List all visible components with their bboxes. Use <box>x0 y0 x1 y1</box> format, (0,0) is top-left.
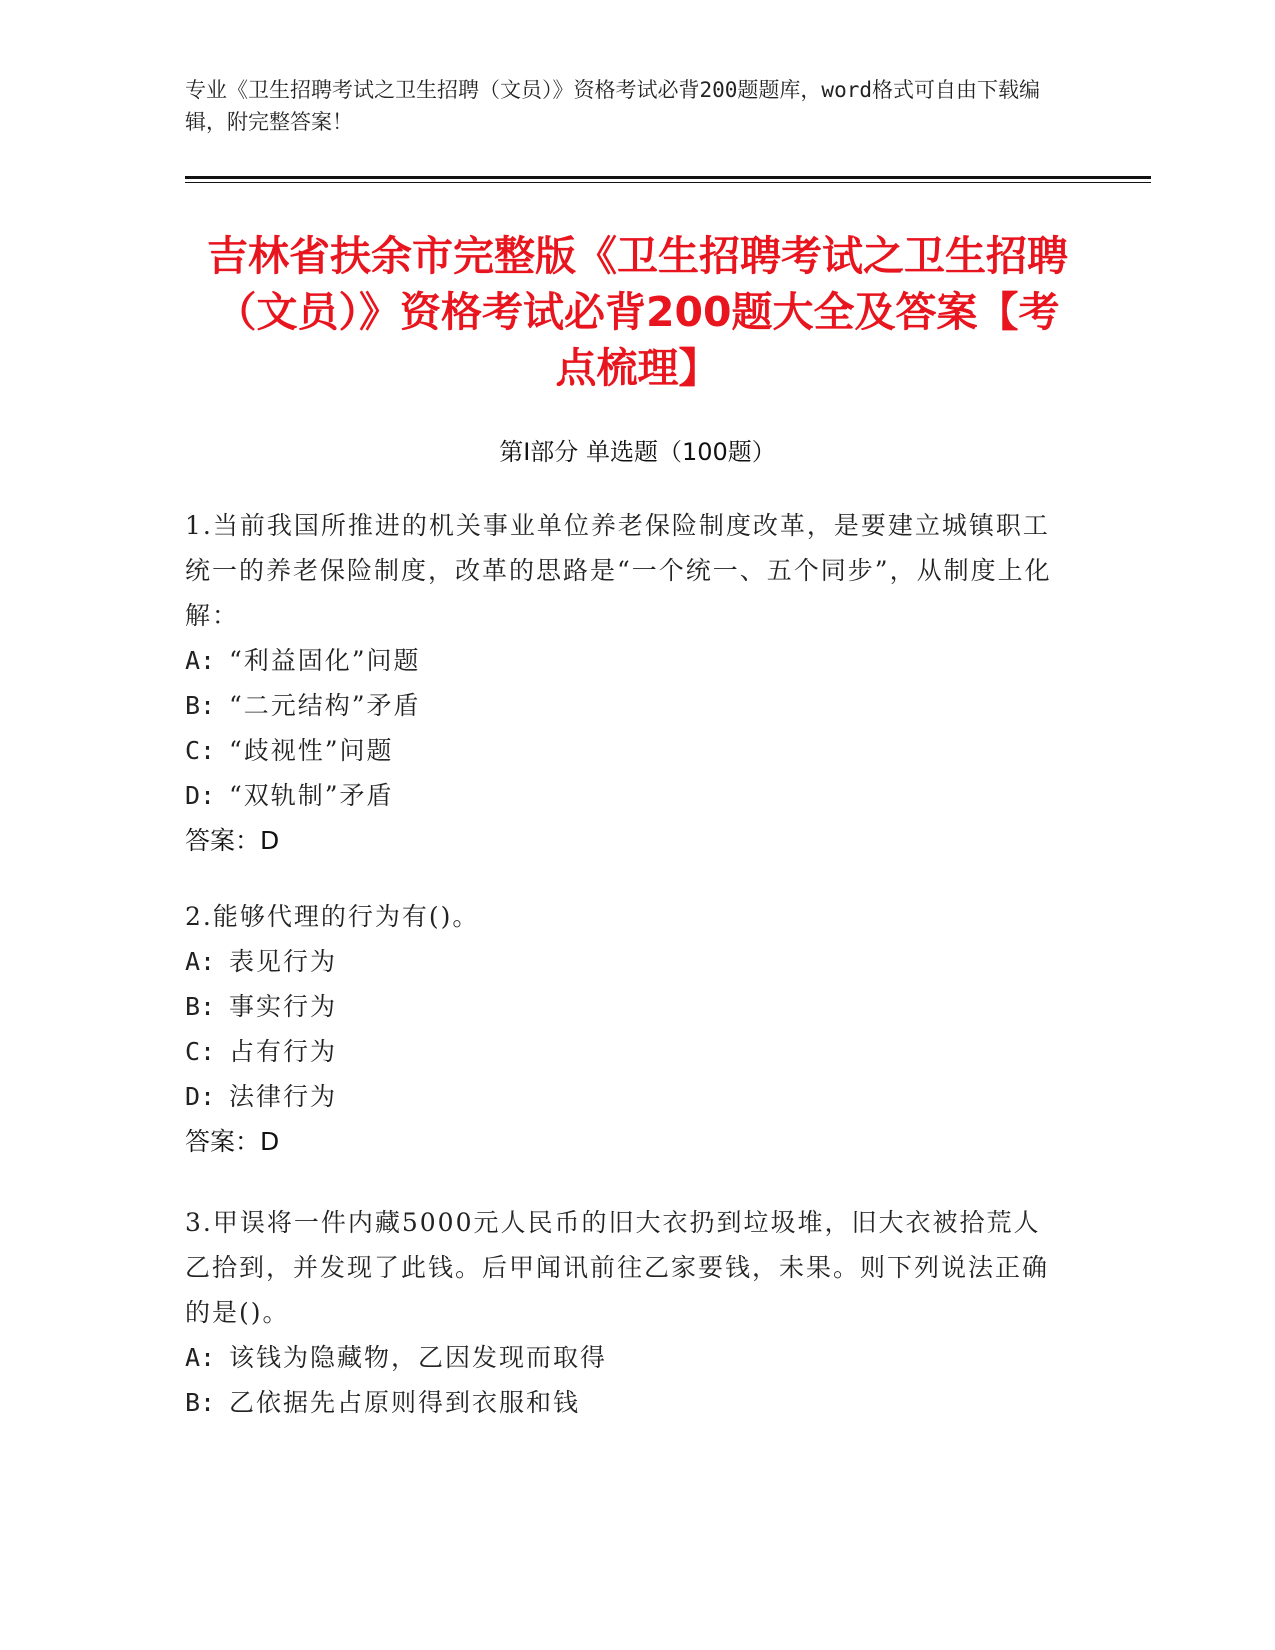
option-text: 该钱为隐藏物，乙因发现而取得 <box>229 1343 608 1372</box>
question-1 <box>185 503 1065 863</box>
option-key: D: <box>185 781 216 810</box>
question-2 <box>185 894 1065 1164</box>
option-d <box>185 1074 1065 1119</box>
option-b <box>185 984 1065 1029</box>
option-key: B: <box>185 691 216 720</box>
question-3 <box>185 1200 1065 1425</box>
option-c <box>185 728 1065 773</box>
option-text: 表见行为 <box>229 947 338 976</box>
option-text: “歧视性”问题 <box>229 736 394 765</box>
option-text: 事实行为 <box>229 992 338 1021</box>
section-title: 第Ⅰ部分 单选题（100题） <box>499 438 776 466</box>
option-a <box>185 638 1065 683</box>
question-stem: 2.能够代理的行为有()。 <box>185 902 480 931</box>
option-text: “利益固化”问题 <box>229 646 421 675</box>
option-d <box>185 773 1065 818</box>
option-b <box>185 1380 1065 1425</box>
option-key: A: <box>185 947 216 976</box>
option-key: C: <box>185 736 216 765</box>
option-text: 乙依据先占原则得到衣服和钱 <box>229 1388 581 1417</box>
option-key: A: <box>185 646 216 675</box>
option-key: B: <box>185 1388 216 1417</box>
header-note: 专业《卫生招聘考试之卫生招聘（文员）》资格考试必背200题题库，word格式可自由下载编辑，附完整答案！ <box>185 78 1040 134</box>
option-text: “二元结构”矛盾 <box>229 691 421 720</box>
question-stem: 3.甲误将一件内藏5000元人民币的旧大衣扔到垃圾堆，旧大衣被拾荒人乙拾到，并发现了此钱。后甲闻讯前往乙家要钱，未果。则下列说法正确的是()。 <box>185 1208 1050 1327</box>
option-text: 法律行为 <box>229 1082 338 1111</box>
option-text: 占有行为 <box>229 1037 338 1066</box>
answer-line: 答案：D <box>185 1127 280 1156</box>
option-a <box>185 939 1065 984</box>
document-title: 吉林省扶余市完整版《卫生招聘考试之卫生招聘（文员）》资格考试必背200题大全及答案【考点梳理】 <box>207 232 1068 392</box>
option-key: C: <box>185 1037 216 1066</box>
option-c <box>185 1029 1065 1074</box>
option-key: B: <box>185 992 216 1021</box>
option-a <box>185 1335 1065 1380</box>
header-divider-thick <box>185 176 1151 179</box>
option-b <box>185 683 1065 728</box>
option-key: D: <box>185 1082 216 1111</box>
option-key: A: <box>185 1343 216 1372</box>
question-stem: 1.当前我国所推进的机关事业单位养老保险制度改革，是要建立城镇职工统一的养老保险制度，改革的思路是“一个统一、五个同步”，从制度上化解： <box>185 511 1052 630</box>
header-divider-thin <box>185 182 1151 183</box>
answer-line: 答案：D <box>185 826 280 855</box>
option-text: “双轨制”矛盾 <box>229 781 394 810</box>
